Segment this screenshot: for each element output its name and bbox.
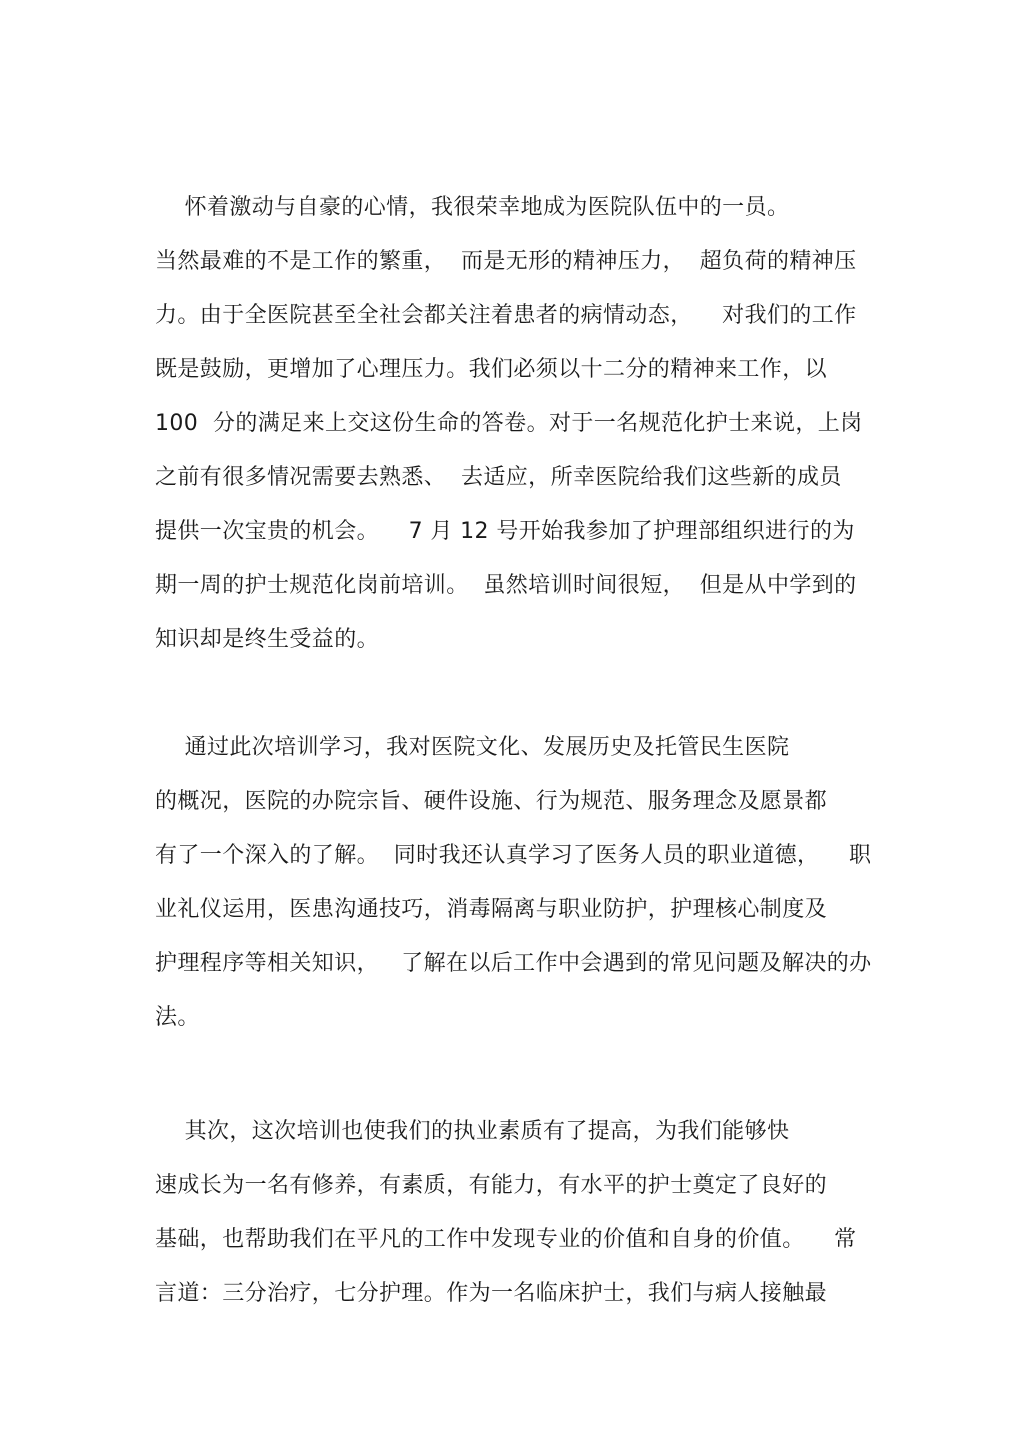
text-line: 既是鼓励，更增加了心理压力。我们必须以十二分的精神来工作，以 [155,357,828,382]
text-line: 有了一个深入的了解。 同时我还认真学习了医务人员的职业道德， 职 [155,843,872,868]
text-line: 法。 [155,1005,200,1030]
text-line: 之前有很多情况需要去熟悉、 去适应，所幸医院给我们这些新的成员 [155,465,842,490]
text-line: 力。由于全医院甚至全社会都关注着患者的病情动态， 对我们的工作 [155,303,857,328]
text-line: 通过此次培训学习，我对医院文化、发展历史及托管民生医院 [155,735,790,760]
text-line: 怀着激动与自豪的心情，我很荣幸地成为医院队伍中的一员。 [155,195,790,220]
text-line: 速成长为一名有修养，有素质，有能力，有水平的护士奠定了良好的 [155,1173,828,1198]
text-line: 基础，也帮助我们在平凡的工作中发现专业的价值和自身的价值。 常 [155,1227,857,1252]
text-line: 其次，这次培训也使我们的执业素质有了提高，为我们能够快 [155,1119,790,1144]
text-line: 期一周的护士规范化岗前培训。 虽然培训时间很短， 但是从中学到的 [155,573,857,598]
text-line: 业礼仪运用，医患沟通技巧，消毒隔离与职业防护，护理核心制度及 [155,897,828,922]
text-line: 言道：三分治疗，七分护理。作为一名临床护士，我们与病人接触最 [155,1281,828,1306]
text-line: 提供一次宝贵的机会。 7 月 12 号开始我参加了护理部组织进行的为 [155,519,855,544]
text-line: 当然最难的不是工作的繁重， 而是无形的精神压力， 超负荷的精神压 [155,249,857,274]
text-line: 知识却是终生受益的。 [155,627,380,652]
text-line: 100 分的满足来上交这份生命的答卷。对于一名规范化护士来说，上岗 [155,411,863,436]
text-line: 护理程序等相关知识， 了解在以后工作中会遇到的常见问题及解决的办 [155,951,872,976]
text-line: 的概况，医院的办院宗旨、硬件设施、行为规范、服务理念及愿景都 [155,789,828,814]
